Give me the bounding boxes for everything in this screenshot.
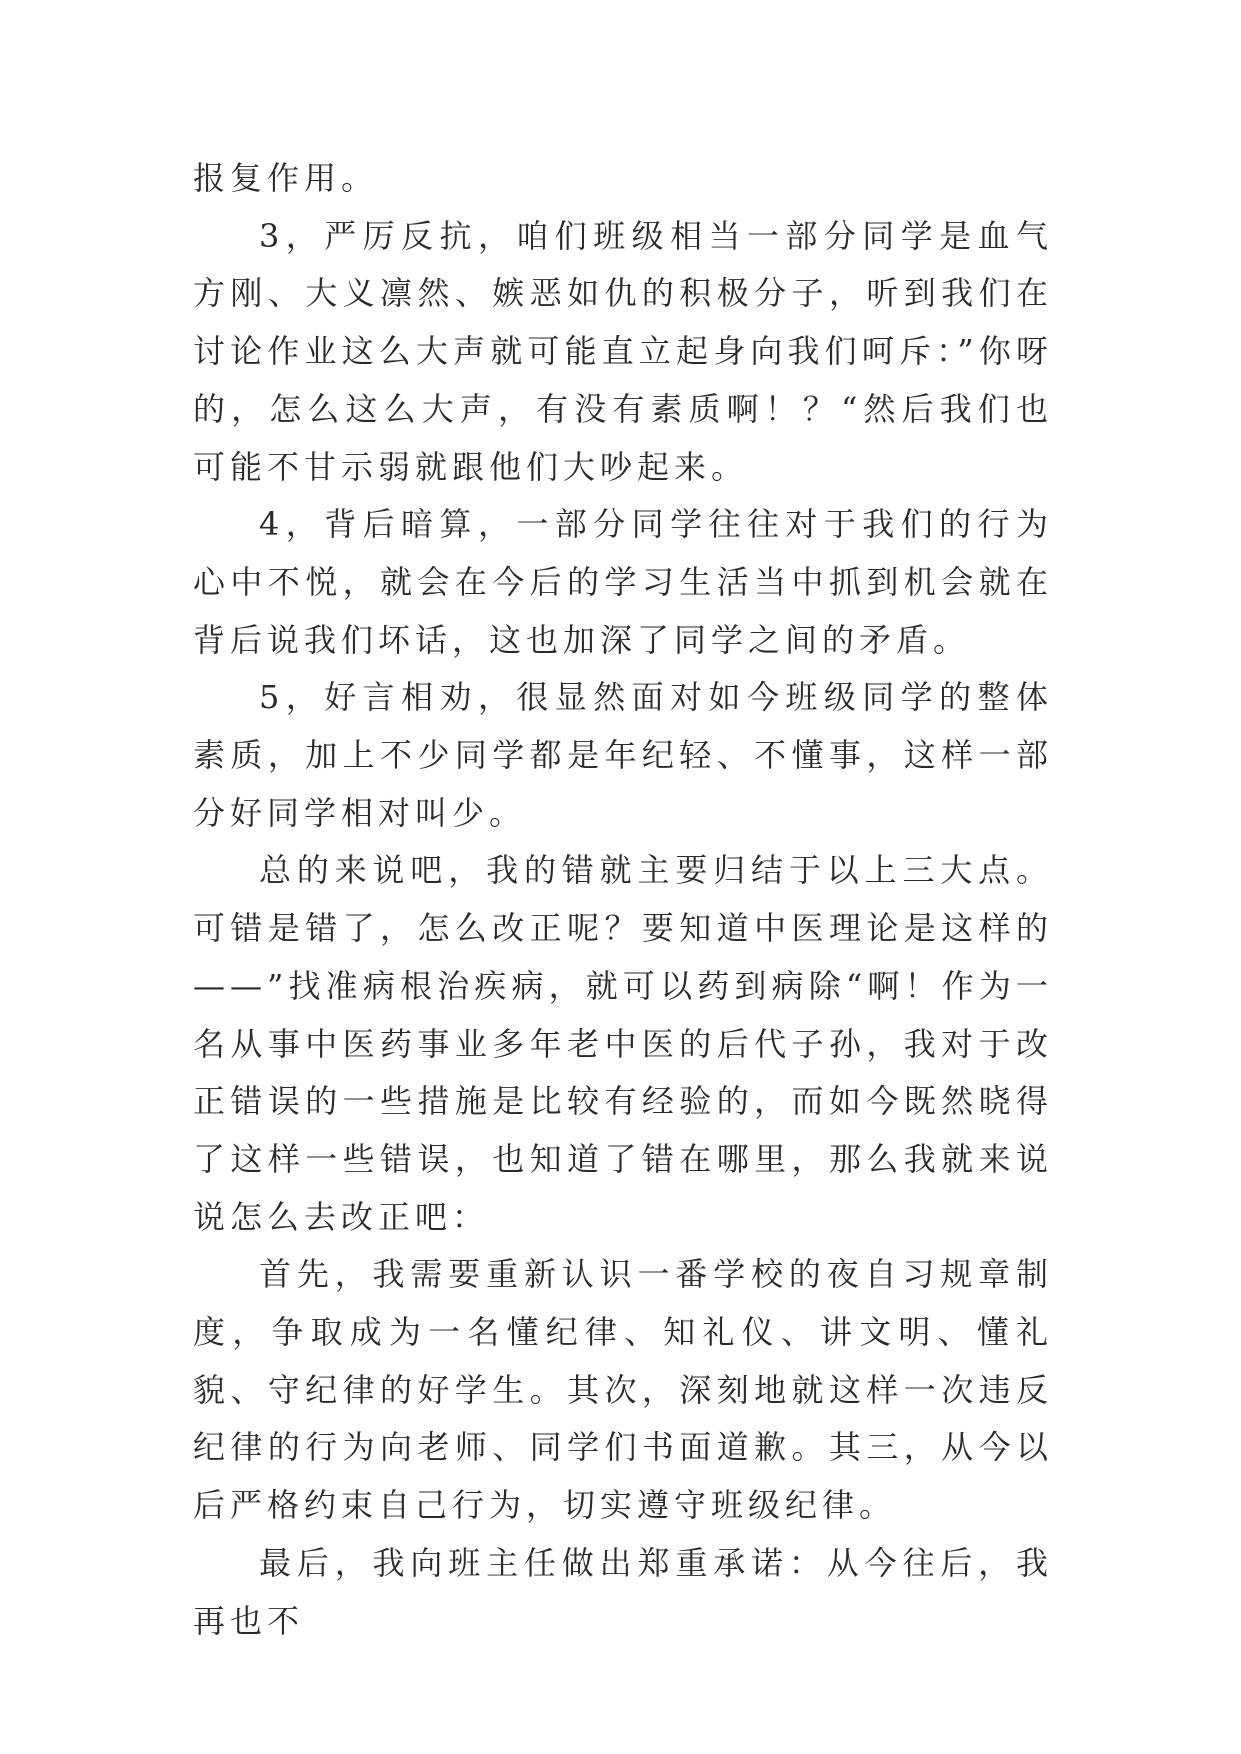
paragraph-4: 5，好言相劝，很显然面对如今班级同学的整体素质，加上不少同学都是年纪轻、不懂事，这样一部分好同学相对叫少。 xyxy=(193,678,1053,832)
paragraph-5: 总的来说吧，我的错就主要归结于以上三大点。可错是错了，怎么改正呢？要知道中医理论是这样的——”找准病根治疾病，就可以药到病除“啊！作为一名从事中医药事业多年老中医的后代子孙，我对于改正错误的一些措施是比较有经验的，而如今既然晓得了这样一些错误，也知道了错在哪里，那么我就来说说怎么去改正吧： xyxy=(193,851,1053,1236)
paragraph-6: 首先，我需要重新认识一番学校的夜自习规章制度，争取成为一名懂纪律、知礼仪、讲文明、懂礼貌、守纪律的好学生。其次，深刻地就这样一次违反纪律的行为向老师、同学们书面道歉。其三，从今以后严格约束自己行为，切实遵守班级纪律。 xyxy=(193,1255,1053,1525)
paragraph-1: 报复作用。 xyxy=(193,159,379,197)
paragraph-7: 最后，我向班主任做出郑重承诺：从今往后，我再也不 xyxy=(193,1543,1053,1640)
document-body xyxy=(193,150,1053,1650)
paragraph-3: 4，背后暗算，一部分同学往往对于我们的行为心中不悦，就会在今后的学习生活当中抓到机会就在背后说我们坏话，这也加深了同学之间的矛盾。 xyxy=(193,505,1053,659)
paragraph-2: 3，严厉反抗，咱们班级相当一部分同学是血气方刚、大义凛然、嫉恶如仇的积极分子，听到我们在讨论作业这么大声就可能直立起身向我们呵斥：”你呀的，怎么这么大声，有没有素质啊！？“然后我们也可能不甘示弱就跟他们大吵起来。 xyxy=(193,216,1053,486)
